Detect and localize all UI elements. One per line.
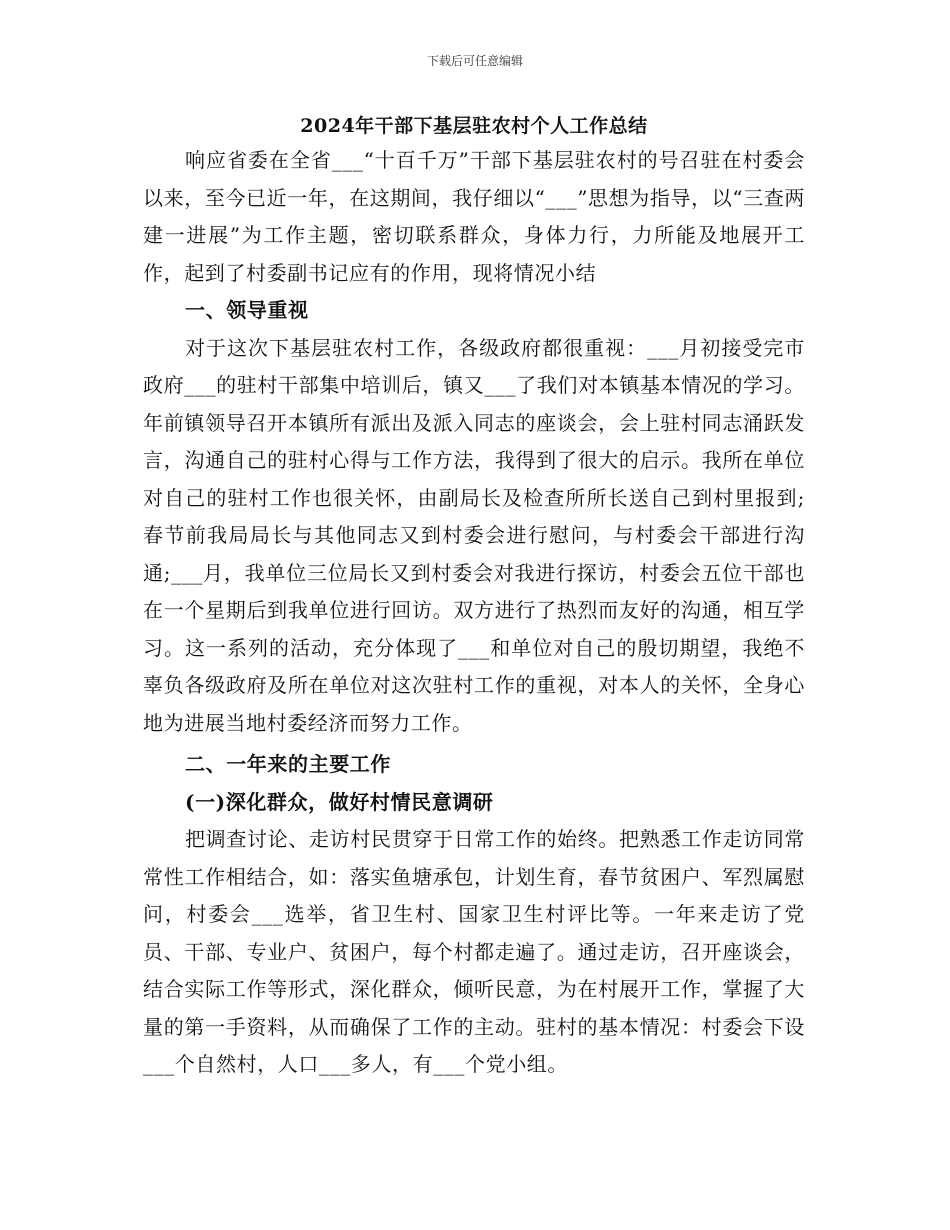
document-body [143, 112, 805, 1084]
section-leadership-paragraph: 对于这次下基层驻农村工作，各级政府都很重视：___月初接受完市政府___的驻村干部集中培训后，镇又___了我们对本镇基本情况的学习。年前镇领导召开本镇所有派出及派入同志的座谈会，会上驻村同志涌跃发言，沟通自己的驻村心得与工作方法，我得到了很大的启示。我所在单位对自己的驻村工作也很关怀，由副局长及检查所所长送自己到村里报到;春节前我局局长与其他同志又到村委会进行慰问，与村委会干部进行沟通;___月，我单位三位局长又到村委会对我进行探访，村委会五位干部也在一个星期后到我单位进行回访。双方进行了热烈而友好的沟通，相互学习。这一系列的活动，充分体现了___和单位对自己的殷切期望，我绝不辜负各级政府及所在单位对这次驻村工作的重视，对本人的关怀，全身心地为进展当地村委经济而努力工作。 [143, 335, 805, 735]
document-title: 2024年干部下基层驻农村个人工作总结 [300, 115, 648, 137]
page-header-note: 下载后可任意编辑 [426, 54, 523, 68]
subsection-research-paragraph: 把调查讨论、走访村民贯穿于日常工作的始终。把熟悉工作走访同常常性工作相结合，如：落实鱼塘承包，计划生育，春节贫困户、军烈属慰问，村委会___选举，省卫生村、国家卫生村评比等。一年来走访了党员、干部、专业户、贫困户，每个村都走遍了。通过走访，召开座谈会，结合实际工作等形式，深化群众，倾听民意，为在村展开工作，掌握了大量的第一手资料，从而确保了工作的主动。驻村的基本情况：村委会下设___个自然村，人口___多人，有___个党小组。 [143, 827, 805, 1076]
subsection-heading-research: (一)深化群众，做好村情民意调研 [185, 789, 494, 814]
section-heading-main-work: 二、一年来的主要工作 [185, 752, 391, 776]
section-heading-leadership: 一、领导重视 [185, 298, 309, 322]
intro-paragraph: 响应省委在全省___“十百千万”干部下基层驻农村的号召驻在村委会以来，至今已近一年，在这期间，我仔细以“___”思想为指导，以“三查两建一进展”为工作主题，密切联系群众，身体力行，力所能及地展开工作，起到了村委副书记应有的作用，现将情况小结 [143, 148, 805, 285]
